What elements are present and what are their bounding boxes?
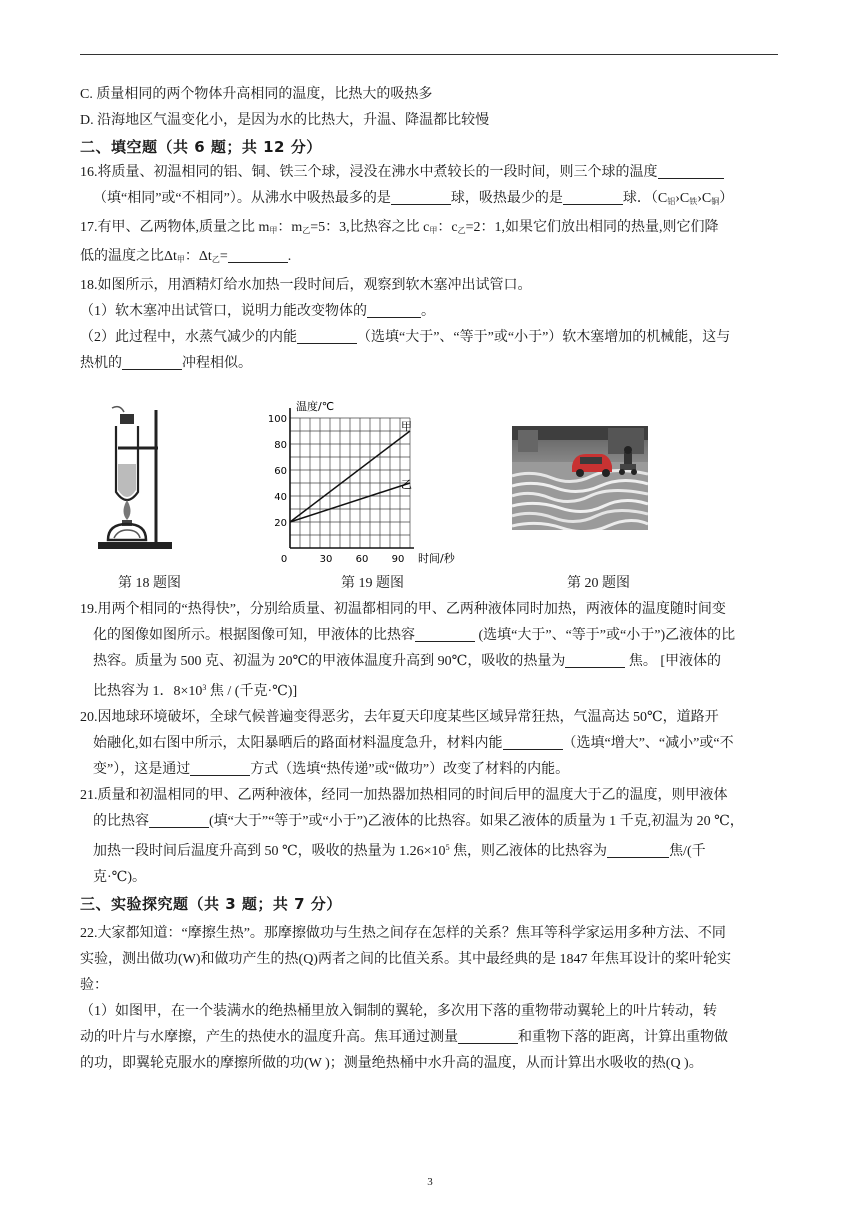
caption-fig20: 第 20 题图 [567,576,630,591]
x-tick-label: 90 [391,554,405,565]
q21-line4: 克·℃)。 [93,870,146,885]
answer-blank[interactable] [297,328,357,344]
graph-xlabel: 时间/秒 [418,552,455,565]
section2-heading: 二、填空题（共 6 题；共 12 分） [80,138,322,156]
y-tick-label: 40 [274,492,287,503]
q20-line3: 变”），这是通过 方式（选填“热传递”或“做功”）改变了材料的内能。 [93,762,570,777]
q21-line1: 21.质量和初温相同的甲、乙两种液体，经同一加热器加热相同的时间后甲的温度大于乙的温度，则甲液体 [80,788,728,803]
header-rule [80,54,778,55]
x-tick-label: 30 [319,554,333,565]
answer-blank[interactable] [122,354,182,370]
q17-line1: 17.有甲、乙两物体,质量之比 $m_甲$：$m_乙=5$：3,比热容之比 $c_甲$：$c_乙=2$：1,如果它们放出相同的热量,则它们降 [80,220,719,235]
section3-heading: 三、实验探究题（共 3 题；共 7 分） [80,895,342,913]
q22-line4: （1）如图甲，在一个装满水的绝热桶里放入铜制的翼轮，多次用下落的重物带动翼轮上的叶片转动，转 [80,1004,717,1019]
option-d: D. 沿海地区气温变化小，是因为水的比热大，升温、降温都比较慢 [80,113,490,128]
answer-blank[interactable] [503,734,563,750]
q19-line3: 热容。质量为 500 克、初温为 20℃的甲液体温度升高到 90℃，吸收的热量为 焦。 [甲液体的 [93,654,721,669]
answer-blank[interactable] [228,247,288,263]
q22-line2: 实验，测出做功(W)和做功产生的热(Q)两者之间的比值关系。其中最经典的是 1847 年焦耳设计的桨叶轮实 [80,952,731,967]
q22-line5: 动的叶片与水摩擦，产生的热使水的温度升高。焦耳通过测量 和重物下落的距离，计算出重物做 [80,1030,728,1045]
answer-blank[interactable] [391,189,451,205]
q22-line6: 的功，即翼轮克服水的摩擦所做的功(W )；测量绝热桶中水升高的温度，从而计算出水吸收的热(Q )。 [80,1056,703,1071]
y-tick-label: 20 [274,518,287,529]
graph-axes [290,408,414,548]
answer-blank[interactable] [415,626,475,642]
figure-18-lamp-image [94,404,174,552]
q21-line3: 加热一段时间后温度升高到 50 ℃，吸收的热量为 $1.26\times 10^5$ 焦，则乙液体的比热容为 焦/(千 [93,843,706,859]
answer-blank[interactable] [565,652,625,668]
answer-blank[interactable] [458,1028,518,1044]
q18-line1: 18.如图所示，用酒精灯给水加热一段时间后，观察到软木塞冲出试管口。 [80,278,532,293]
series-label-yi: 乙 [401,478,412,491]
q18-line3: （2）此过程中，水蒸气减少的内能 （选填“大于”、“等于”或“小于”）软木塞增加的机械能，这与 [80,330,731,345]
q18-line4: 热机的 冲程相似。 [80,356,252,371]
q17-line2: 低的温度之比$\Delta t_甲$：$\Delta t_乙=$ . [80,249,292,264]
answer-blank[interactable] [563,189,623,205]
q16-line2: （填“相同”或“不相同”）。从沸水中吸热最多的是 球，吸热最少的是 球．$(C_铝›C_铁›C_铜)$ [93,191,734,206]
caption-fig19: 第 19 题图 [341,576,404,591]
q19-line4: 比热容为 1．$8\times 10^3$ 焦 / (千克·℃)] [93,683,298,699]
answer-blank[interactable] [190,760,250,776]
y-tick-label: 60 [274,466,287,477]
q18-line2: （1）软木塞冲出试管口，说明力能改变物体的 。 [80,304,435,319]
y-tick-label: 100 [268,414,287,425]
answer-blank[interactable] [607,842,669,858]
lower-block [80,597,780,1077]
caption-fig18: 第 18 题图 [118,576,181,591]
x-tick-label: 0 [280,554,288,565]
graph-grid [290,418,410,548]
q22-line1: 22.大家都知道：“摩擦生热”。那摩擦做功与生热之间存在怎样的关系？焦耳等科学家运用多种方法、不同 [80,926,726,941]
series-label-jia: 甲 [401,420,412,433]
x-tick-label: 60 [355,554,369,565]
answer-blank[interactable] [658,163,724,179]
q21-line2: 的比热容 (填“大于”“等于”或“小于”)乙液体的比热容。如果乙液体的质量为 1 千克,初温为 20 ℃， [93,814,744,829]
y-tick-label: 80 [274,440,287,451]
figure-20-road-photo [512,426,648,530]
option-c: C. 质量相同的两个物体升高相同的温度，比热大的吸热多 [80,87,433,102]
answer-blank[interactable] [367,302,421,318]
answer-blank[interactable] [149,812,209,828]
figure-19-graph [268,396,462,568]
page-number: 3 [427,1176,433,1188]
q19-line2: 化的图像如图所示。根据图像可知，甲液体的比热容 (选填“大于”、“等于”或“小于”)乙液体的比 [93,628,736,643]
top-block [80,82,780,377]
q20-line1: 20.因地球环境破坏，全球气候普遍变得恶劣，去年夏天印度某些区域异常狂热，气温高达 50℃，道路开 [80,710,719,725]
q20-line2: 始融化,如右图中所示，太阳暴晒后的路面材料温度急升，材料内能 （选填“增大”、“减小”或“不 [93,736,734,751]
graph-ylabel: 温度/℃ [296,400,335,413]
q16-line1: 16.将质量、初温相同的铝、铜、铁三个球，浸没在沸水中煮较长的一段时间，则三个球的温度 [80,160,780,186]
q19-line1: 19.用两个相同的“热得快”，分别给质量、初温都相同的甲、乙两种液体同时加热，两液体的温度随时间变 [80,602,726,617]
q22-line3: 验： [80,978,108,993]
